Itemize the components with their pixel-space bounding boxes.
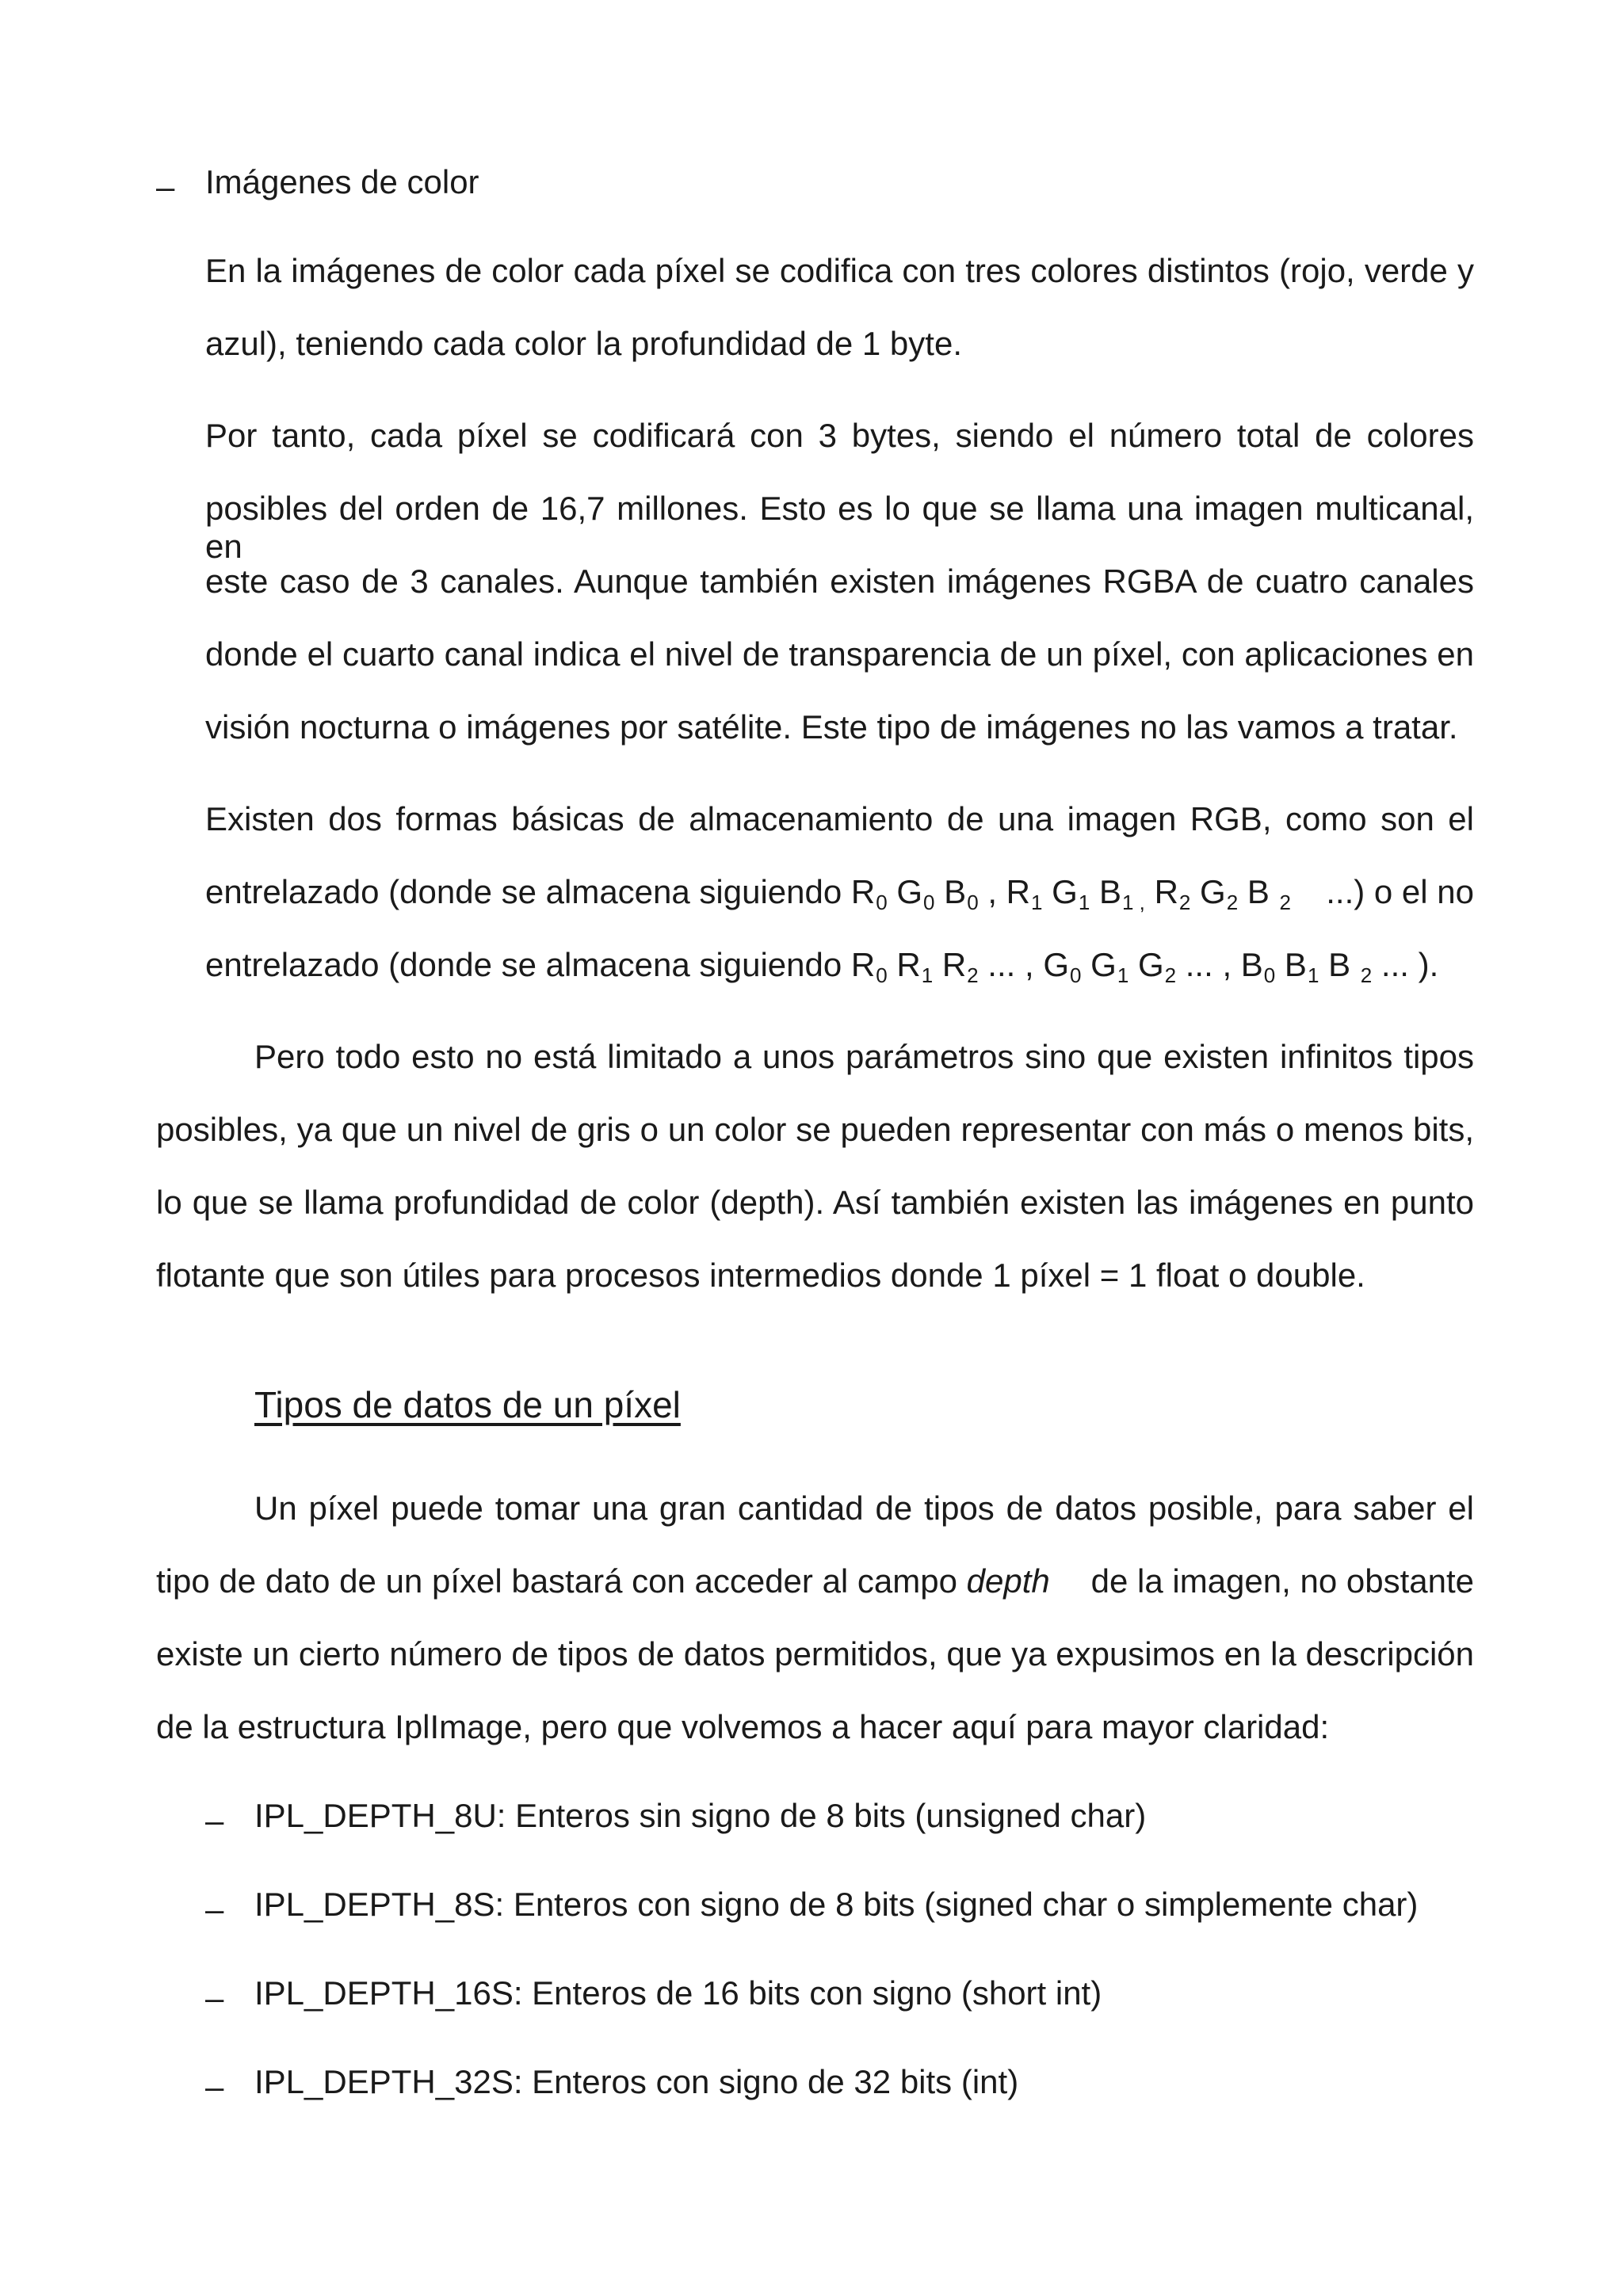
list-item: IPL_DEPTH_8U: Enteros sin signo de 8 bits (unsigned char) bbox=[254, 1797, 1147, 1834]
list-bullet: – bbox=[205, 2068, 224, 2105]
paragraph-line: este caso de 3 canales. Aunque también existen imágenes RGBA de cuatro canales bbox=[205, 563, 1474, 600]
paragraph-line: flotante que son útiles para procesos intermedios donde 1 píxel = 1 float o double. bbox=[156, 1257, 1365, 1294]
paragraph-line: Pero todo esto no está limitado a unos parámetros sino que existen infinitos tipos bbox=[254, 1038, 1474, 1075]
list-bullet: – bbox=[205, 1802, 224, 1839]
non-interleaved-line: entrelazado (donde se almacena siguiendo R0 R1 R2 ... , G0 G1 G2 ... , B0 B1 B 2 ... ). bbox=[205, 946, 1439, 987]
section-heading: Tipos de datos de un píxel bbox=[254, 1384, 681, 1425]
interleaved-formula: entrelazado (donde se almacena siguiendo R0 G0 B0 , R1 G1 B1 , R2 G2 B 2 bbox=[205, 873, 1292, 914]
list-bullet: – bbox=[156, 168, 175, 205]
line-text: tipo de dato de un píxel bastará con acceder al campo depth bbox=[156, 1562, 1050, 1600]
list-bullet: – bbox=[205, 1979, 224, 2016]
interleaved-tail: ...) o el no bbox=[1326, 873, 1474, 910]
paragraph-line: donde el cuarto canal indica el nivel de transparencia de un píxel, con aplicaciones en bbox=[205, 635, 1474, 673]
line-text: de la imagen, no obstante bbox=[1090, 1562, 1474, 1600]
paragraph-line: Existen dos formas básicas de almacenamiento de una imagen RGB, como son el bbox=[205, 800, 1474, 837]
paragraph-line bbox=[156, 1562, 1474, 1600]
field-name-depth: depth bbox=[966, 1562, 1050, 1600]
paragraph-line: posibles, ya que un nivel de gris o un color se pueden representar con más o menos bits, bbox=[156, 1111, 1474, 1148]
paragraph-line: Por tanto, cada píxel se codificará con 3 bytes, siendo el número total de colores bbox=[205, 417, 1474, 454]
paragraph-line: azul), teniendo cada color la profundidad de 1 byte. bbox=[205, 325, 962, 362]
paragraph-line: posibles del orden de 16,7 millones. Esto es lo que se llama una imagen multicanal, en bbox=[205, 490, 1474, 565]
paragraph-line: lo que se llama profundidad de color (depth). Así también existen las imágenes en punto bbox=[156, 1184, 1474, 1221]
section-title: Imágenes de color bbox=[205, 163, 479, 200]
list-bullet: – bbox=[205, 1890, 224, 1928]
interleaved-line bbox=[205, 873, 1474, 914]
paragraph-line: visión nocturna o imágenes por satélite. Este tipo de imágenes no las vamos a tratar. bbox=[205, 708, 1458, 746]
list-item: IPL_DEPTH_8S: Enteros con signo de 8 bits (signed char o simplemente char) bbox=[254, 1886, 1419, 1923]
paragraph-line: Un píxel puede tomar una gran cantidad de tipos de datos posible, para saber el bbox=[254, 1489, 1474, 1527]
list-item: IPL_DEPTH_32S: Enteros con signo de 32 bits (int) bbox=[254, 2063, 1019, 2100]
paragraph-line: En la imágenes de color cada píxel se codifica con tres colores distintos (rojo, verde y bbox=[205, 252, 1474, 289]
paragraph-line: de la estructura IplImage, pero que volvemos a hacer aquí para mayor claridad: bbox=[156, 1708, 1330, 1745]
list-item: IPL_DEPTH_16S: Enteros de 16 bits con signo (short int) bbox=[254, 1974, 1102, 2012]
paragraph-line: existe un cierto número de tipos de datos permitidos, que ya expusimos en la descripción bbox=[156, 1635, 1474, 1672]
